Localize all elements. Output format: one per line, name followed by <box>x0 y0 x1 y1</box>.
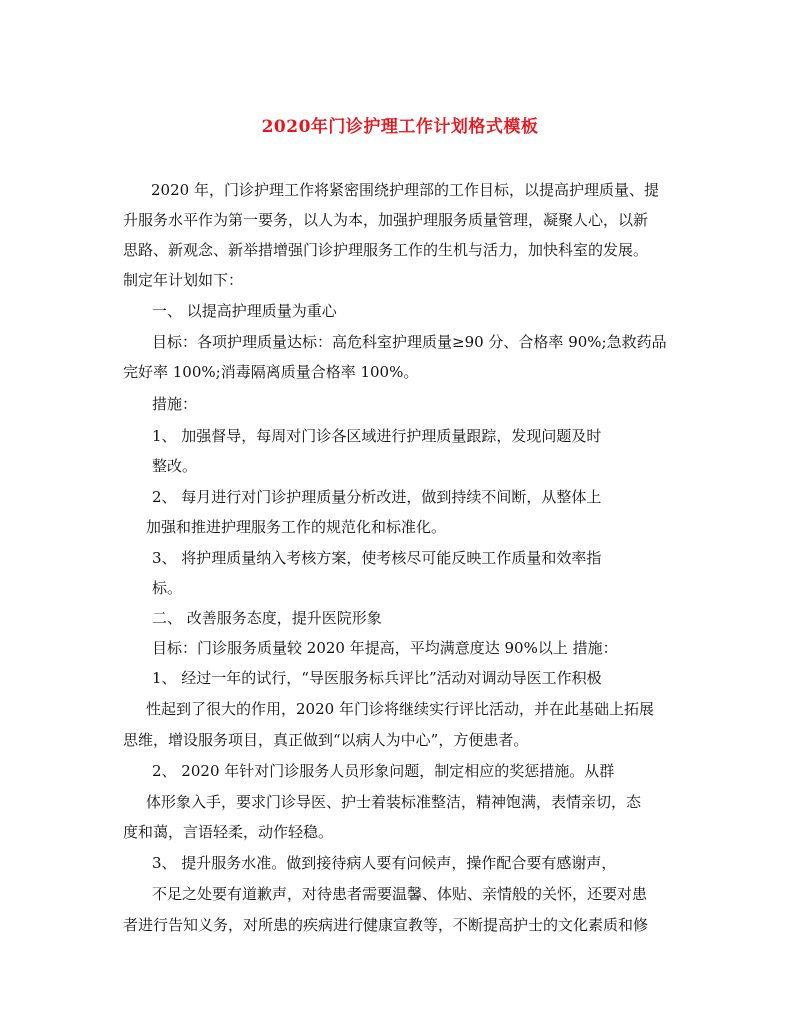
list-item-line: 1、 加强督导，每周对门诊各区域进行护理质量跟踪，发现问题及时 <box>152 427 602 445</box>
list-item-line: 度和蔼，言语轻柔，动作轻稳。 <box>123 823 334 841</box>
paragraph-line: 制定年计划如下： <box>123 271 244 289</box>
list-item-line: 3、 将护理质量纳入考核方案，使考核尽可能反映工作质量和效率指 <box>152 549 602 567</box>
paragraph-line: 目标：门诊服务质量较 2020 年提高，平均满意度达 90%以上 措施： <box>152 639 618 657</box>
list-item-line: 1、 经过一年的试行，“导医服务标兵评比”活动对调动导医工作积极 <box>152 669 602 687</box>
list-item-line: 不足之处要有道歉声，对待患者需要温馨、体贴、亲情般的关怀，还要对患 <box>152 885 648 903</box>
list-item-line: 2、 每月进行对门诊护理质量分析改进，做到持续不间断，从整体上 <box>152 488 602 506</box>
document-title: 2020年门诊护理工作计划格式模板 <box>261 117 539 137</box>
list-item-line: 加强和推进护理服务工作的规范化和标准化。 <box>146 518 447 536</box>
paragraph-line: 措施： <box>152 395 198 413</box>
paragraph-line: 升服务水平作为第一要务，以人为本，加强护理服务质量管理，凝聚人心，以新 <box>123 211 649 229</box>
list-item-line: 标。 <box>152 579 183 597</box>
list-item-line: 思维，增设服务项目，真正做到“以病人为中心”，方便患者。 <box>123 731 529 749</box>
list-item-line: 性起到了很大的作用，2020 年门诊将继续实行评比活动，并在此基础上拓展 <box>146 700 654 718</box>
section-heading: 二、 改善服务态度，提升医院形象 <box>152 609 382 627</box>
list-item-line: 者进行告知义务，对所患的疾病进行健康宣教等，不断提高护士的文化素质和修 <box>123 916 649 934</box>
list-item-line: 2、 2020 年针对门诊服务人员形象问题，制定相应的奖惩措施。从群 <box>152 762 615 780</box>
section-heading: 一、 以提高护理质量为重心 <box>152 302 337 320</box>
list-item-line: 整改。 <box>152 457 198 475</box>
paragraph-line: 2020 年，门诊护理工作将紧密围绕护理部的工作目标，以提高护理质量、提 <box>151 181 659 199</box>
paragraph-line: 思路、新观念、新举措增强门诊护理服务工作的生机与活力，加快科室的发展。 <box>123 241 649 259</box>
paragraph-line: 目标：各项护理质量达标：高危科室护理质量≥90 分、合格率 90%;急救药品 <box>152 333 667 351</box>
paragraph-line: 完好率 100%;消毒隔离质量合格率 100%。 <box>123 363 419 381</box>
list-item-line: 体形象入手，要求门诊导医、护士着装标准整洁，精神饱满，表情亲切，态 <box>146 793 642 811</box>
list-item-line: 3、 提升服务水准。做到接待病人要有问候声，操作配合要有感谢声， <box>152 854 617 872</box>
